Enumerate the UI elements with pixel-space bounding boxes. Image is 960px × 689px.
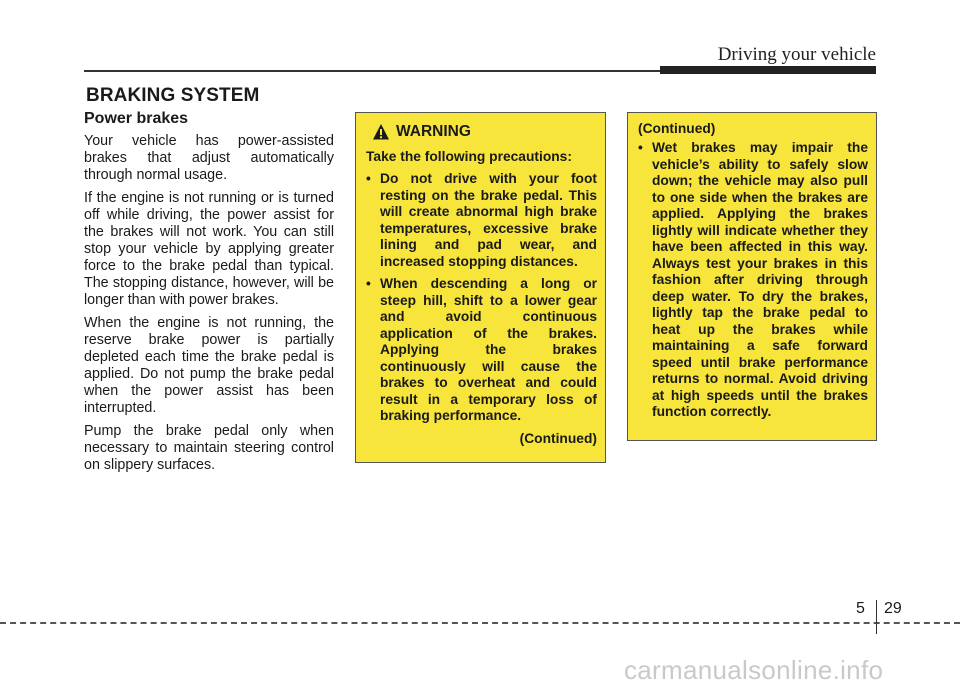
warning-header xyxy=(372,123,597,141)
power-brakes-subheading: Power brakes xyxy=(84,110,189,127)
bullet: • xyxy=(366,171,371,186)
continued-item xyxy=(638,140,868,421)
watermark-text: carmanualsonline.info xyxy=(624,655,884,685)
warning-triangle-icon xyxy=(372,123,390,141)
warning-title: WARNING xyxy=(396,123,471,140)
header-bar xyxy=(660,66,876,74)
warning-box xyxy=(355,112,606,463)
footer-rule xyxy=(0,622,960,624)
bullet: • xyxy=(638,140,643,155)
header-rule xyxy=(84,70,660,72)
page-number-separator xyxy=(876,600,877,634)
body-paragraph: If the engine is not running or is turned off while driving, the power assist for the brakes will not work. You can still stop your vehicle by applying greater force to the brake pedal than typical. The stopping distance, however, will be longer than with power brakes. xyxy=(84,190,334,308)
body-paragraph: Your vehicle has power-assisted brakes that adjust automatically through normal usage. xyxy=(84,133,334,183)
bullet: • xyxy=(366,276,371,291)
power-brakes-body xyxy=(84,133,334,474)
chapter-title: Driving your vehicle xyxy=(717,44,876,65)
continued-label: (Continued) xyxy=(519,430,597,446)
continued-list xyxy=(638,140,868,421)
page-chapter-number: 5 xyxy=(856,600,865,617)
body-paragraph: When the engine is not running, the reserve brake power is partially depleted each time the brake pedal is applied. Do not pump the brake pedal when the power assist has been interrupted. xyxy=(84,315,334,416)
page-number: 29 xyxy=(884,600,902,617)
body-paragraph: Pump the brake pedal only when necessary to maintain steering control on slippery surfaces. xyxy=(84,423,334,473)
warning-item-text: Do not drive with your foot resting on the brake pedal. This will create abnormal high brake temperatures, excessive brake lining and pad wear, and increased stopping distances. xyxy=(380,171,597,269)
warning-item xyxy=(366,171,597,270)
power-brakes-column xyxy=(84,110,334,480)
section-heading: BRAKING SYSTEM xyxy=(86,85,260,106)
continued-box xyxy=(627,112,877,441)
warning-item-text: When descending a long or steep hill, shift to a lower gear and avoid continuous application of the brakes. Applying the brakes continuously will cause the brakes to overheat and could result in a temporary loss of braking performance. xyxy=(380,276,597,423)
warning-lead: Take the following precautions: xyxy=(366,149,572,164)
continued-item-text: Wet brakes may impair the vehicle’s ability to safely slow down; the vehicle may also pull to one side when the brakes are applied. Applying the brakes lightly will indicate whether they have been affected in this way. Always test your brakes in this fashion after driving through deep water. To dry the brakes, lightly tap the brake pedal to heat up the brakes while maintaining a safe forward speed until brake performance returns to normal. Avoid driving at high speeds until the brakes function correctly. xyxy=(652,140,868,419)
warning-item xyxy=(366,276,597,425)
warning-list xyxy=(366,171,597,425)
continued-box-label: (Continued) xyxy=(638,121,716,136)
